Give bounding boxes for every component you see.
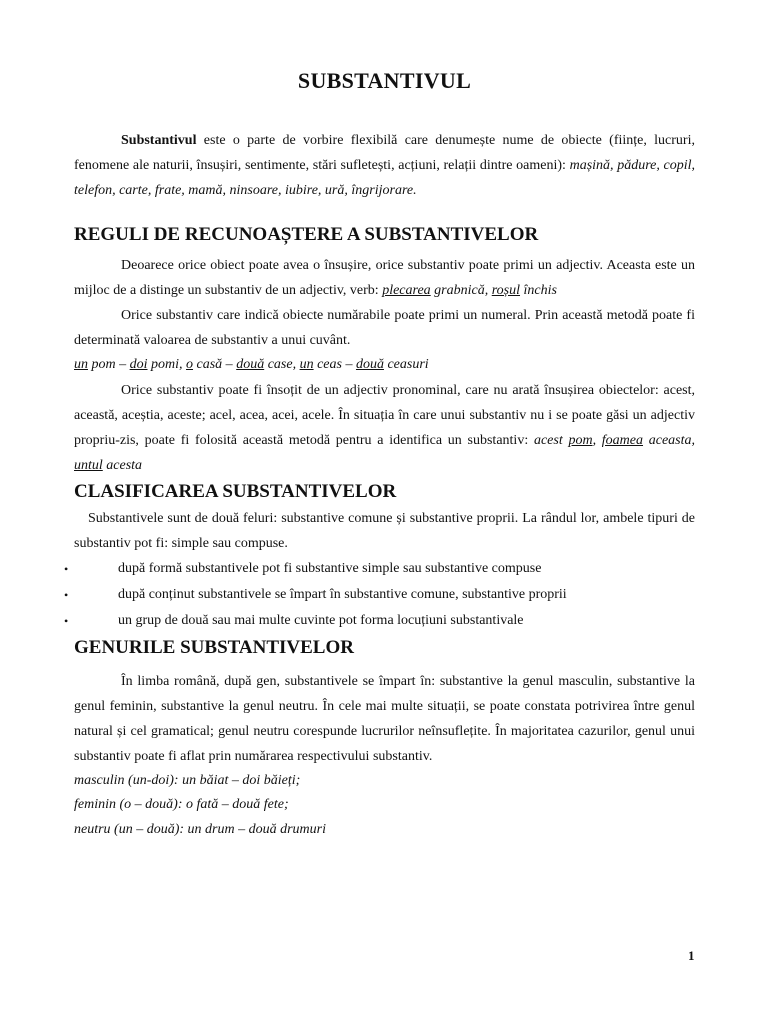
intro-text: este o parte de vorbire flexibilă care denumește nume de obiecte (ființe, lucruri, fenomene ale naturii, însușiri, sentimente, stări sufletești, acțiuni, relații dintre oameni): <box>74 133 695 173</box>
rules-p2-example <box>74 353 695 378</box>
example-text: aceasta, <box>643 432 696 448</box>
rules-paragraph-2: Orice substantiv care indică obiecte numărabile poate primi un numeral. Prin această metodă poate fi determinată valoarea de substantiv a unui cuvânt. <box>74 308 695 348</box>
example-word: un <box>74 357 88 372</box>
intro-term: Substantivul <box>121 133 197 148</box>
example-text: grabnică, <box>430 283 492 298</box>
classification-paragraph: Substantivele sunt de două feluri: substantive comune și substantive proprii. La rândul lor, ambele tipuri de substantiv pot fi: simple sau compuse. <box>74 510 695 551</box>
example-word: două <box>355 357 384 372</box>
example-word: doi <box>129 357 148 372</box>
classification-heading: CLASIFICAREA SUBSTANTIVELOR <box>74 480 397 502</box>
rules-p1-example <box>382 283 557 298</box>
gender-example: neutru (un – două): un drum – două drumuri <box>74 821 326 837</box>
list-item: • după formă substantivele pot fi substantive simple sau substantive compuse <box>74 556 695 582</box>
example-text: , <box>592 432 602 448</box>
gender-example: masculin (un-doi): un băiat – doi băieți; <box>74 772 301 788</box>
page-number: 1 <box>688 948 695 963</box>
example-word: roșul <box>491 283 521 298</box>
rules-paragraph-3 <box>74 378 695 478</box>
page-title: SUBSTANTIVUL <box>297 68 472 93</box>
example-text: case, <box>264 357 300 372</box>
example-text: ceasuri <box>383 357 429 372</box>
example-word: un <box>299 357 314 372</box>
rules-heading: REGULI DE RECUNOAȘTERE A SUBSTANTIVELOR <box>74 224 539 245</box>
example-word: două <box>236 357 265 372</box>
genders-paragraph: În limba română, după gen, substantivele se împart în: substantive la genul masculin, substantive la genul feminin, substantive la genul neutru. În cele mai multe situații, se poate constata potrivirea între genul natural și cel gramatical; genul neutru corespunde lucrurilor neînsuflețite. În majoritatea cazurilor, genul unui substantiv poate fi aflat prin numărarea respectivului substantiv. <box>74 673 695 764</box>
example-word: plecarea <box>382 283 431 298</box>
intro-examples: mașină, pădure, copil, telefon, carte, frate, mamă, ninsoare, iubire, ură, îngrijorare. <box>74 158 695 198</box>
gender-example: feminin (o – două): o fată – două fete; <box>74 797 289 812</box>
example-text: acest <box>533 432 569 448</box>
list-item: • un grup de două sau mai multe cuvinte pot forma locuțiuni substantivale <box>74 608 695 634</box>
rules-paragraph-1 <box>74 253 695 303</box>
document-page <box>74 68 695 842</box>
genders-heading: GENURILE SUBSTANTIVELOR <box>74 636 354 658</box>
example-text: acesta <box>102 457 143 473</box>
example-text: ceas – <box>313 357 356 372</box>
example-word: o <box>186 357 194 372</box>
example-text: pom – <box>88 357 130 372</box>
intro-paragraph <box>74 128 695 203</box>
example-word: untul <box>74 457 103 473</box>
rules-p3-text: Orice substantiv poate fi însoțit de un adjectiv pronominal, care nu arată însușirea obiectelor: acest, această, aceștia, aceste; acel, acea, acei, acele. În situația în care unui substantiv nu i se poate găsi un adjectiv propriu-zis, poate fi folosită această metodă pentru a identifica un substantiv: <box>74 382 695 448</box>
example-text: închis <box>520 283 557 298</box>
rules-p1-text: Deoarece orice obiect poate avea o însușire, orice substantiv poate primi un adjectiv. Aceasta este un mijloc de a distinge un substantiv de un adjectiv, verb: <box>74 258 695 298</box>
example-word: pom <box>568 432 593 448</box>
example-text: pomi, <box>147 357 187 372</box>
example-text: casă – <box>193 357 237 372</box>
list-item: • după conținut substantivele se împart în substantive comune, substantive proprii <box>74 582 695 608</box>
example-word: foamea <box>601 432 644 448</box>
